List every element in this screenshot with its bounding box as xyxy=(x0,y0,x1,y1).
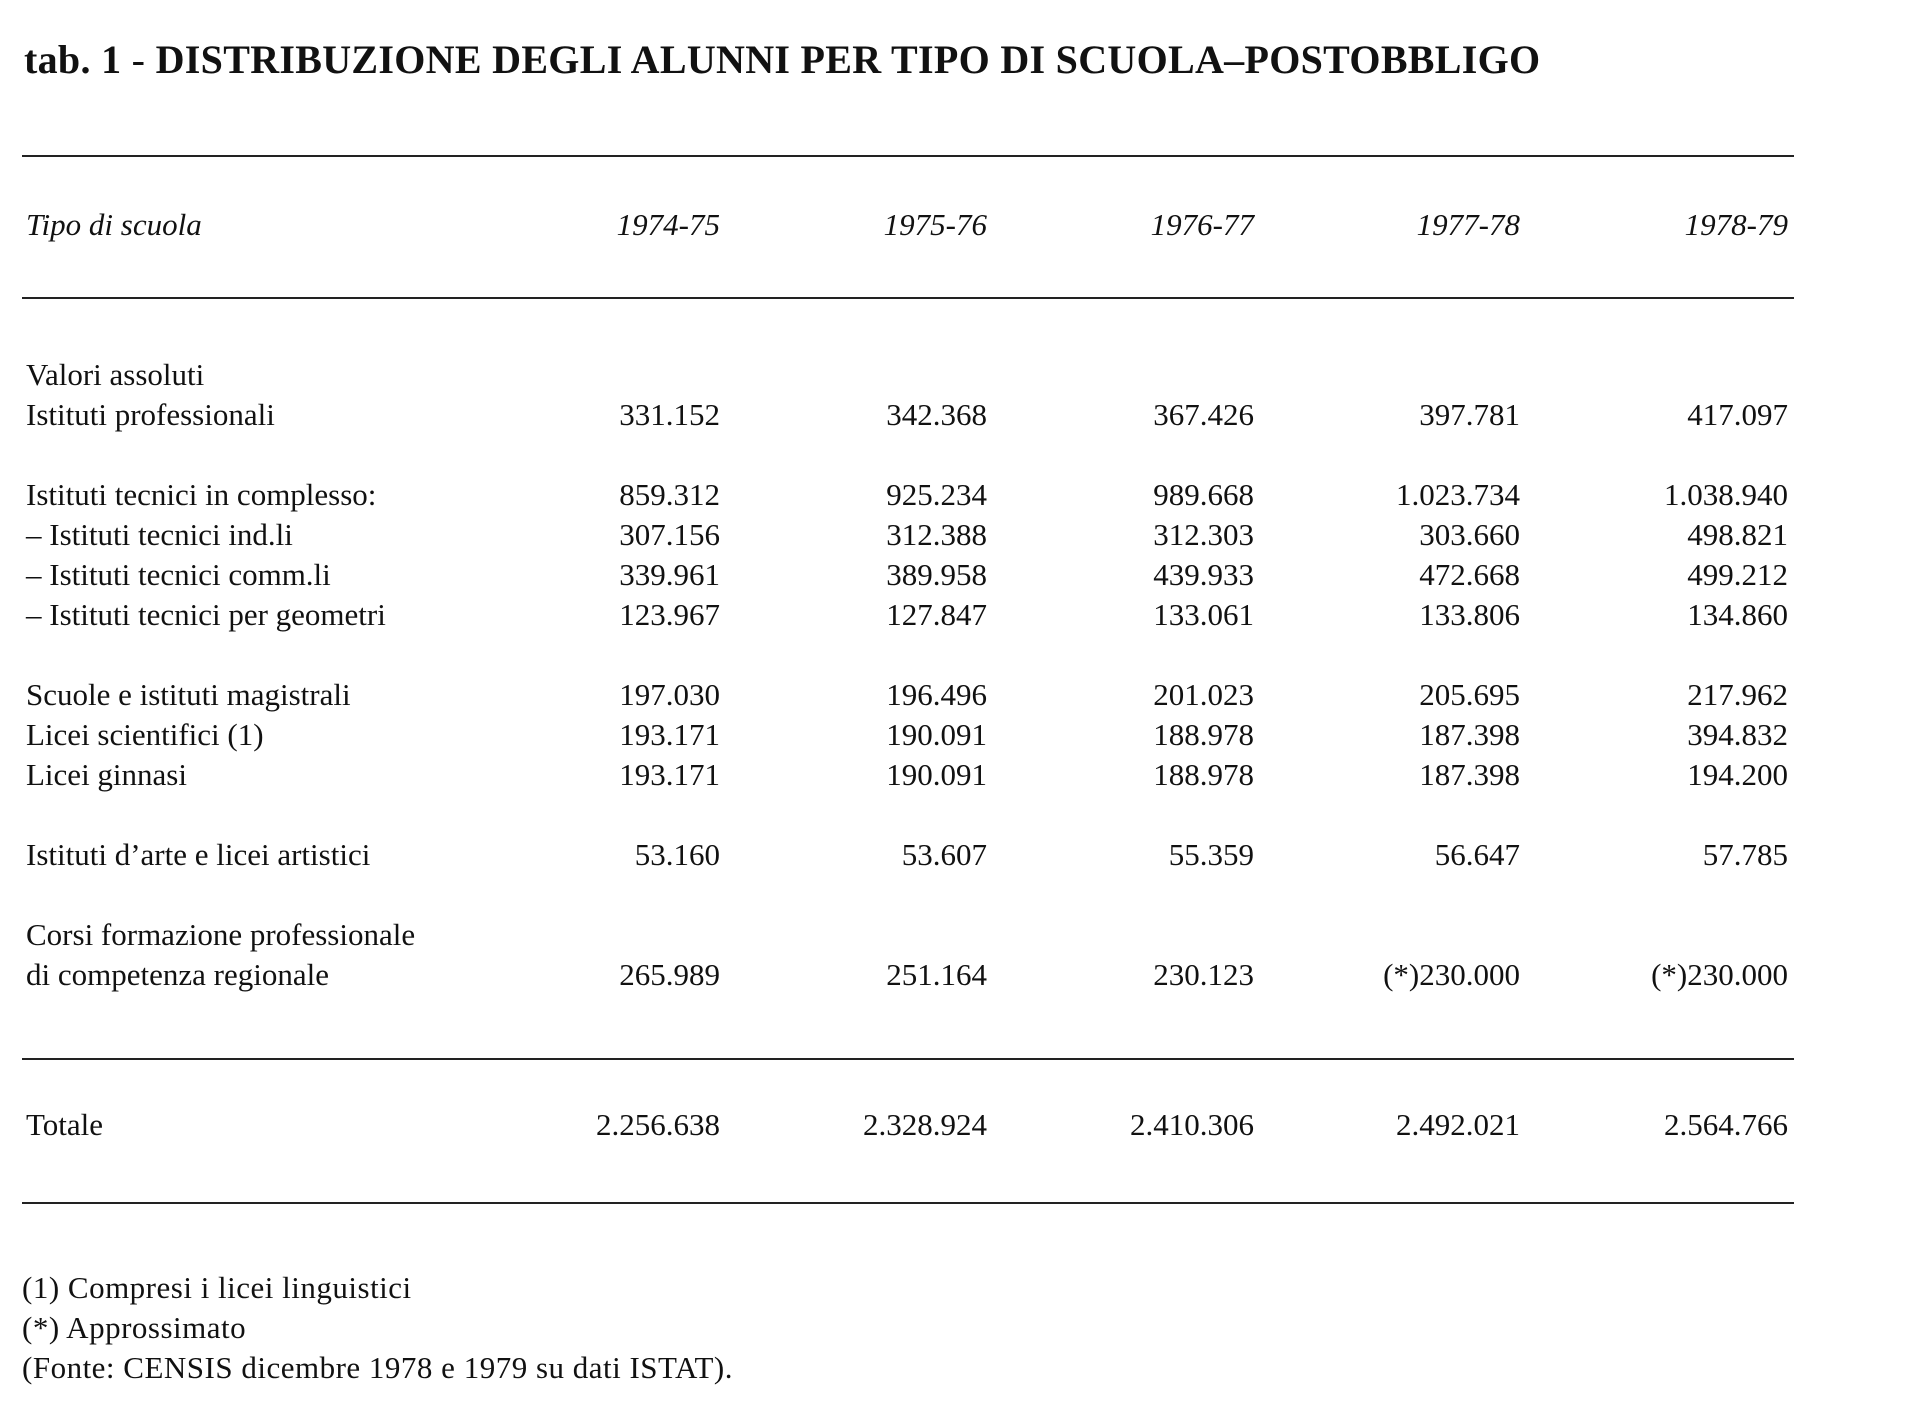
table-cell: 57.785 xyxy=(1702,837,1788,872)
table-cell: 925.234 xyxy=(886,477,987,512)
table-row xyxy=(0,715,1906,755)
top-rule xyxy=(22,155,1794,157)
column-header-year: 1975-76 xyxy=(883,207,987,242)
table-header-row xyxy=(0,205,1906,245)
table-cell: 55.359 xyxy=(1168,837,1254,872)
table-cell: 201.023 xyxy=(1153,677,1254,712)
total-label: Totale xyxy=(26,1107,104,1142)
table-cell: 342.368 xyxy=(886,397,987,432)
table-row xyxy=(0,515,1906,555)
table-cell: 133.061 xyxy=(1153,597,1254,632)
footnote: (1) Compresi i licei linguistici xyxy=(22,1270,412,1305)
total-cell: 2.492.021 xyxy=(1396,1107,1520,1142)
table-cell: 303.660 xyxy=(1419,517,1520,552)
total-cell: 2.410.306 xyxy=(1130,1107,1254,1142)
table-cell: 1.023.734 xyxy=(1396,477,1520,512)
table-cell: 331.152 xyxy=(619,397,720,432)
table-cell: 265.989 xyxy=(619,957,720,992)
table-cell: 190.091 xyxy=(886,717,987,752)
table-cell: 196.496 xyxy=(886,677,987,712)
section-label-row xyxy=(0,355,1906,395)
table-cell: 217.962 xyxy=(1687,677,1788,712)
table-cell: 134.860 xyxy=(1687,597,1788,632)
row-label: Licei ginnasi xyxy=(26,757,187,792)
table-cell: 439.933 xyxy=(1153,557,1254,592)
table-cell: 989.668 xyxy=(1153,477,1254,512)
table-cell: 53.607 xyxy=(901,837,987,872)
table-cell: 312.303 xyxy=(1153,517,1254,552)
table-number: tab. 1 xyxy=(24,37,122,82)
table-cell: 56.647 xyxy=(1434,837,1520,872)
title-separator: - xyxy=(121,37,156,82)
total-row xyxy=(0,1105,1906,1145)
table-cell: 498.821 xyxy=(1687,517,1788,552)
table-row xyxy=(0,955,1906,995)
table-cell: (*)230.000 xyxy=(1383,957,1520,992)
table-cell: 312.388 xyxy=(886,517,987,552)
table-row xyxy=(0,555,1906,595)
table-cell: 123.967 xyxy=(619,597,720,632)
row-label: Istituti professionali xyxy=(26,397,275,432)
table-cell: 193.171 xyxy=(619,757,720,792)
table-cell: 367.426 xyxy=(1153,397,1254,432)
table-title xyxy=(24,36,1540,83)
column-header-school-type: Tipo di scuola xyxy=(26,207,202,242)
table-row xyxy=(0,675,1906,715)
row-label: – Istituti tecnici ind.li xyxy=(26,517,293,552)
column-header-year: 1978-79 xyxy=(1684,207,1788,242)
table-cell: 251.164 xyxy=(886,957,987,992)
table-cell: 53.160 xyxy=(634,837,720,872)
column-header-year: 1974-75 xyxy=(616,207,720,242)
table-cell: 127.847 xyxy=(886,597,987,632)
table-cell: 197.030 xyxy=(619,677,720,712)
table-cell: 205.695 xyxy=(1419,677,1520,712)
header-rule xyxy=(22,297,1794,299)
table-cell: (*)230.000 xyxy=(1651,957,1788,992)
title-text: DISTRIBUZIONE DEGLI ALUNNI PER TIPO DI SCUOLA–POSTOBBLIGO xyxy=(155,37,1541,82)
table-row xyxy=(0,475,1906,515)
row-label: Scuole e istituti magistrali xyxy=(26,677,351,712)
row-label: Licei scientifici (1) xyxy=(26,717,264,752)
row-label: Istituti tecnici in complesso: xyxy=(26,477,377,512)
table-cell: 397.781 xyxy=(1419,397,1520,432)
table-cell: 389.958 xyxy=(886,557,987,592)
source-note: (Fonte: CENSIS dicembre 1978 e 1979 su dati ISTAT). xyxy=(22,1350,733,1385)
row-label: – Istituti tecnici comm.li xyxy=(26,557,331,592)
table-row-label-continuation xyxy=(0,915,1906,955)
table-cell: 187.398 xyxy=(1419,717,1520,752)
table-cell: 417.097 xyxy=(1687,397,1788,432)
total-cell: 2.256.638 xyxy=(596,1107,720,1142)
table-cell: 472.668 xyxy=(1419,557,1520,592)
footnote: (*) Approssimato xyxy=(22,1310,247,1345)
table-cell: 307.156 xyxy=(619,517,720,552)
row-label: Corsi formazione professionale xyxy=(26,917,416,952)
table-row xyxy=(0,595,1906,635)
table-cell: 194.200 xyxy=(1687,757,1788,792)
table-cell: 133.806 xyxy=(1419,597,1520,632)
table-cell: 188.978 xyxy=(1153,757,1254,792)
table-cell: 230.123 xyxy=(1153,957,1254,992)
table-cell: 187.398 xyxy=(1419,757,1520,792)
column-header-year: 1977-78 xyxy=(1416,207,1520,242)
table-cell: 190.091 xyxy=(886,757,987,792)
table-cell: 193.171 xyxy=(619,717,720,752)
row-label: – Istituti tecnici per geometri xyxy=(26,597,386,632)
row-label: di competenza regionale xyxy=(26,957,329,992)
total-cell: 2.564.766 xyxy=(1664,1107,1788,1142)
table-cell: 499.212 xyxy=(1687,557,1788,592)
bottom-rule xyxy=(22,1202,1794,1204)
table-row xyxy=(0,395,1906,435)
table-row xyxy=(0,755,1906,795)
footnotes xyxy=(22,1268,733,1388)
table-cell: 339.961 xyxy=(619,557,720,592)
row-label: Istituti d’arte e licei artistici xyxy=(26,837,371,872)
table-cell: 188.978 xyxy=(1153,717,1254,752)
table-row xyxy=(0,835,1906,875)
column-header-year: 1976-77 xyxy=(1150,207,1254,242)
table-cell: 859.312 xyxy=(619,477,720,512)
section-label: Valori assoluti xyxy=(26,357,205,392)
table-cell: 394.832 xyxy=(1687,717,1788,752)
total-cell: 2.328.924 xyxy=(863,1107,987,1142)
table-cell: 1.038.940 xyxy=(1664,477,1788,512)
total-top-rule xyxy=(22,1058,1794,1060)
